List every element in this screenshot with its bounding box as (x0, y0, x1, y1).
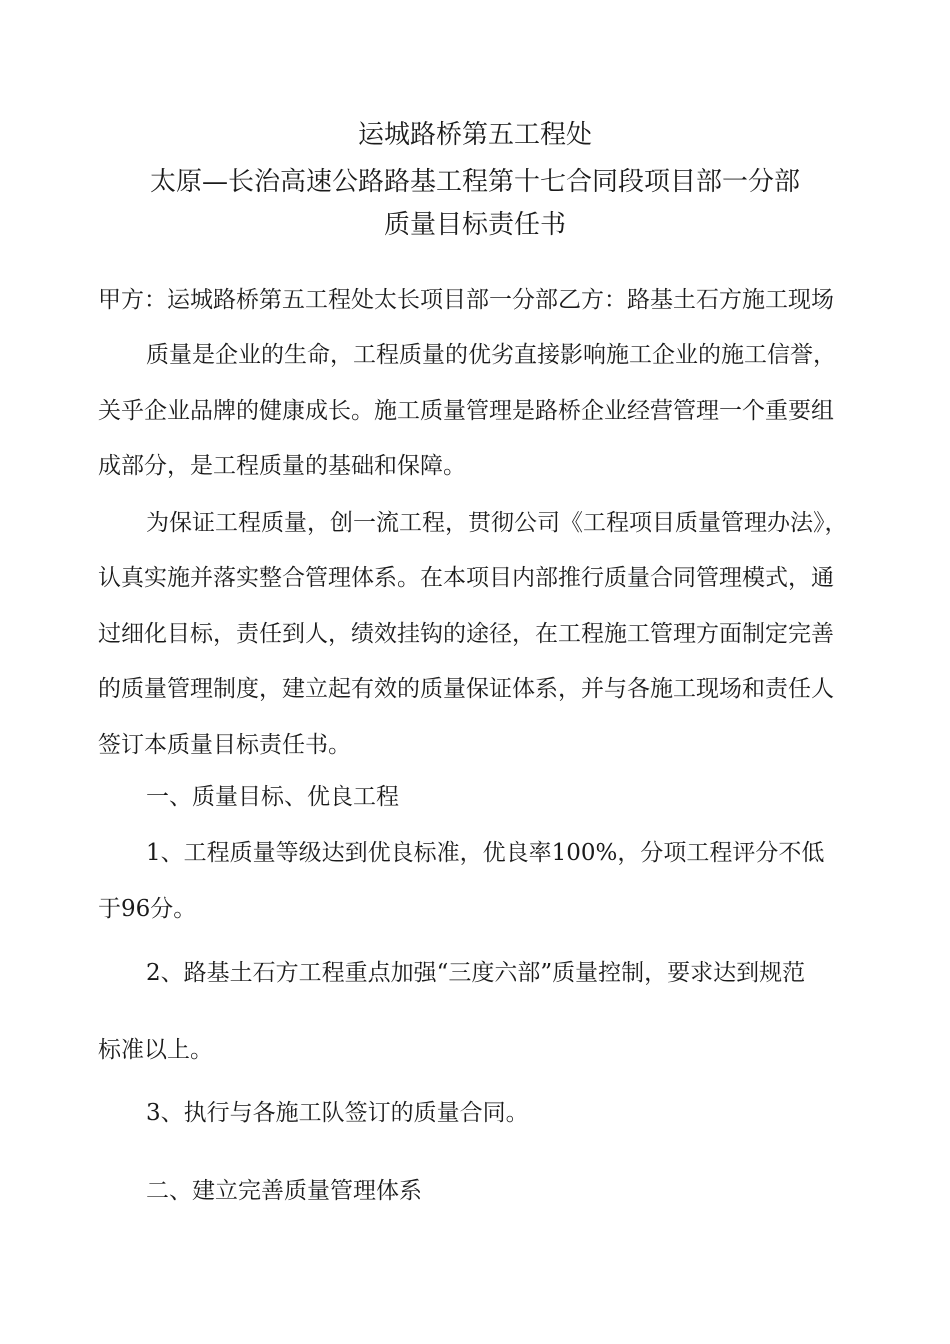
parties-line: 甲方：运城路桥第五工程处太长项目部一分部乙方：路基土石方施工现场 (98, 287, 834, 313)
para2-line3: 过细化目标，责任到人，绩效挂钩的途径，在工程施工管理方面制定完善 (98, 621, 834, 647)
para1-line2: 关乎企业品牌的健康成长。施工质量管理是路桥企业经营管理一个重要组 (98, 398, 834, 424)
para2-line4: 的质量管理制度，建立起有效的质量保证体系，并与各施工现场和责任人 (98, 676, 834, 702)
item1-line2: 于96分。 (98, 896, 197, 922)
item2-line1: 2、路基土石方工程重点加强“三度六部”质量控制，要求达到规范 (146, 960, 806, 986)
section2-heading: 二、建立完善质量管理体系 (146, 1178, 422, 1204)
para1-line1: 质量是企业的生命，工程质量的优劣直接影响施工企业的施工信誉， (146, 342, 836, 368)
doc-title-line3: 质量目标责任书 (383, 210, 566, 240)
para2-line5: 签订本质量目标责任书。 (98, 732, 351, 758)
para2-line2: 认真实施并落实整合管理体系。在本项目内部推行质量合同管理模式，通 (98, 565, 834, 591)
para1-line3: 成部分，是工程质量的基础和保障。 (98, 453, 466, 479)
item2-line2: 标准以上。 (98, 1037, 213, 1063)
doc-title-line1: 运城路桥第五工程处 (357, 120, 592, 150)
doc-title-line2: 太原—长治高速公路路基工程第十七合同段项目部一分部 (149, 167, 800, 197)
para2-line1: 为保证工程质量，创一流工程，贯彻公司《工程项目质量管理办法》， (146, 510, 848, 536)
item3-line: 3、执行与各施工队签订的质量合同。 (146, 1100, 529, 1126)
item1-line1: 1、工程质量等级达到优良标准，优良率100%，分项工程评分不低 (146, 840, 825, 866)
section1-heading: 一、质量目标、优良工程 (146, 784, 399, 810)
